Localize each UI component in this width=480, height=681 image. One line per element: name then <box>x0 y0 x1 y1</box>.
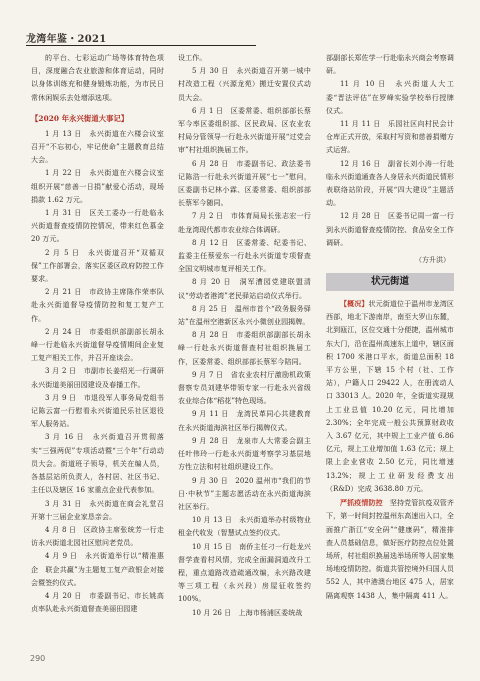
event-item: 7 月 2 日 市体育局局长张志宏一行赴龙湾现代都市农业综合体调研。 <box>178 212 311 234</box>
event-item: 4 月 9 日 永兴街道举行以“精准惠企 联企共赢”为主题复工复产政银企对接会暨签约仪式。 <box>31 552 164 587</box>
event-item: 5 月 30 日 永兴街道召开第一城中村改造工程（兴源龙苑）搬迁安置仪式动员大会。 <box>178 67 311 102</box>
event-item: 3 月 2 日 市副市长姜绍光一行调研永兴街道美丽田园建设及春播工作。 <box>31 367 164 389</box>
column-middle <box>178 52 311 620</box>
event-item: 9 月 30 日 2020 温州市“我们的节日·中秋节”主题志愿活动在永兴街道海滨社区举行。 <box>178 476 311 511</box>
event-item: 3 月 31 日 永兴街道在商会礼堂召开第十三届企业家恳亲会。 <box>31 499 164 521</box>
event-item: 8 月 20 日 洞军漕园党建联盟清议“劳动者港湾”老民驿站启动仪式举行。 <box>178 278 311 300</box>
event-item: 10 月 13 日 永兴街道举办村级物业租金代收发（智慧试点签约仪式。 <box>178 516 311 538</box>
section-banner: 状元街道 <box>326 273 454 291</box>
column-left <box>31 52 164 616</box>
event-item: 8 月 28 日 市委组织部副部长胡永峰一行赴永兴街道督查村社组织换届工作，区委常委、组织部部长蔡军今陪同。 <box>178 331 311 366</box>
event-item: 6 月 28 日 市委副书记、政法委书记陈浩一行赴永兴街道开展“七一”慰问，区委副书记林小霖、区委常委、组织部部长蔡军今随同。 <box>178 159 311 208</box>
epidemic-text: 坚持党管抗疫双管齐下，第一时间封控温州东高速出入口，全面推广浙江“安全码”“健康码”，精准排查人员基础信息，做好医疗防控点位处置场所，村社组织换届选举场所等人居家集场地疫情防控。街道共管控境外归国人员 552 人，其中港澳台地区 475 人，居家隔离观察 1438 人，集中隔离 411 人。 <box>326 499 454 600</box>
event-item: 8 月 12 日 区委常委、纪委书记、监委主任蔡爱东一行赴永兴街道专项督查全国文明城市复评相关工作。 <box>178 238 311 274</box>
event-item: 2 月 5 日 永兴街道召开“双循双保”工作部署会，落实区委区政府防控工作要求。 <box>31 248 164 284</box>
event-item: 10 月 26 日 上海市杨浦区委统战 <box>192 608 303 617</box>
event-item: 12 月 28 日 区委书记周一富一行到永兴街道督查疫情防控、食品安全工作调研。 <box>326 212 454 247</box>
column-right <box>326 52 454 603</box>
intro-paragraph: 的平台、七彩运动广场等体育特色项目，深度融合农业旅游和体育运动，同时以身体训练充和健身锻炼功能，为市民日常休闲娱乐去处增添选项。 <box>31 54 164 102</box>
section-heading-events: 【2020 年永兴街道大事记】 <box>31 113 129 123</box>
event-item: 6 月 1 日 区委常委、组织部部长蔡军今率区委组织部、区民政局、区农业农村局分管领导一行赴永兴街道开展“过党会审”村社组织换届工作。 <box>178 106 311 155</box>
event-item: 10 月 15 日 南侨主任刁一行赴龙兴督学查看村风情，完成全面漏洞道改升工程，重点道路改造疏通改编，永兴路改建等三项工程（永兴段）房屋征收签约 100%。 <box>178 542 311 604</box>
event-item: 11 月 11 日 乐园社区向村民会计仓库正式开放，采取村写资和慈善捐赠方式运营。 <box>326 120 454 155</box>
page-number: 290 <box>30 654 46 663</box>
event-item: 11 月 10 日 永兴街道人大工委“晋法评估”在罗峰实验学校举行授牌仪式。 <box>326 80 454 115</box>
header-rule <box>26 45 256 46</box>
author-credit: （方升洪） <box>415 256 450 265</box>
overview-tag: 【概况】 <box>340 299 369 309</box>
event-item: 9 月 11 日 龙湾民革同心共建教育在永兴街道海滨社区举行揭牌仪式。 <box>178 410 311 432</box>
overview-text: 状元街道位于温州市龙湾区西部，地北下游南岸，南至大罗山东麓，北到瓯江，区位交通十分便捷，温州城市东大门，沿在温州高速东上道中，辖区面积 1700 米港口平水，街道总面积 18 平方公里，下辖 15 个村（社、工作站），户籍人口 29422 人，在册流动人口 33013 人。2020 年，全街道实现规上工业总值 10.20 亿元，同比增加 2.30%；全年完成一般公共预算财政收入 3.67 亿元，其中规上工业产值 6.86 亿元，规上工业增加值 1.63 亿元；规上限上企业营收 2.50 亿元，同比增速 13.2%；规上工业研发经费支出（R&D）完成 3638.80 万元。 <box>326 300 455 493</box>
event-item: 8 月 25 日 温州市首个“政务服务驿站”在温州空港新区永兴小微创业园揭牌。 <box>178 304 311 327</box>
event-item: 2 月 24 日 市委组织部副部长胡永峰一行赴临永兴街道督导疫情期间企业复工复产相关工作，并召开座谈会。 <box>31 327 164 363</box>
continuation-text: 设工作。 <box>178 54 207 62</box>
event-item: 4 月 20 日 市委副书记、市长姚高贞率队赴永兴街道督查美丽田园建 <box>31 591 164 614</box>
event-item: 12 月 16 日 副省长刘小涛一行赴临永兴街道通查各人身居永兴街道民情形表联络站阶段，开展“四大建设”主题活动。 <box>326 159 454 208</box>
event-item: 1 月 22 日 永兴街道在六楼会议室组织开展“慈善一日捐”献爱心活动，现场捐款 1.62 万元。 <box>31 169 164 204</box>
epidemic-tag: 严抓疫情防控 <box>340 498 383 508</box>
running-header: 龙湾年鉴・2021 <box>26 34 107 45</box>
event-item: 2 月 21 日 市政协主席陈作荣率队赴永兴街道督导疫情防控和复工复产工作。 <box>31 288 164 323</box>
continuation-text: 部副部长郑佐学一行赴临永兴商会考察调研。 <box>326 54 454 76</box>
event-item: 1 月 13 日 永兴街道在六楼会议室召开“不忘初心，牢记使命”主题教育总结大会。 <box>31 129 164 165</box>
event-item: 9 月 28 日 龙泉市人大常委会副主任叶伟玲一行赴永兴街道考察学习基层地方性立法和村社组织建设工作。 <box>178 436 311 472</box>
event-item: 9 月 7 日 省农业农村厅激励机政策督察专员刘建华带领专家一行赴永兴省级农业综合体“稻花”特色现场。 <box>178 370 311 406</box>
overview-paragraph <box>326 297 454 496</box>
event-item: 3 月 9 日 市退役军人事务局党组书记陈云富一行慰看永兴街道民乐社区退役军人服务站。 <box>31 393 164 429</box>
event-item: 4 月 8 日 区政协主席张统芳一行走访永兴街道北园社区慰问老党员。 <box>31 525 164 548</box>
event-item: 3 月 16 日 永兴街道召开贯彻落实“三强两促”专项活动暨“三个年”行动动员大会。街道班子领导，机关在编人员，各基层站所负责人，各村居、社区书记、主任以及辖区 16 家重点企业代表参加。 <box>31 433 164 495</box>
epidemic-paragraph <box>326 496 454 603</box>
event-item: 1 月 31 日 区关工委办一行赴临永兴街道督查疫情防控情况，带来红色慕金 20 万元。 <box>31 209 164 244</box>
